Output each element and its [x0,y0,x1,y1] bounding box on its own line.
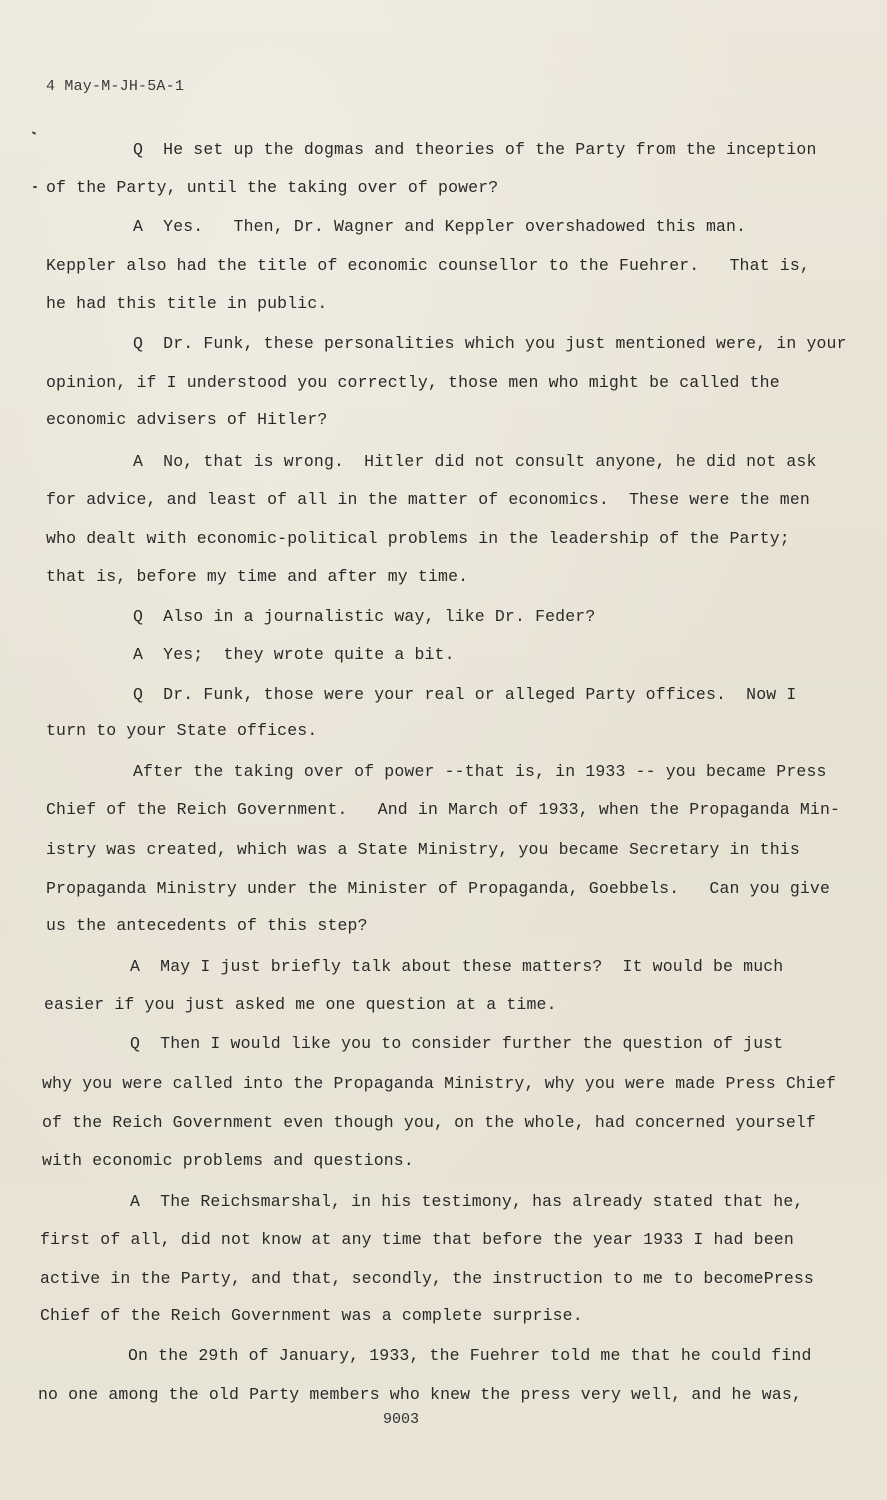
text-line: of the Reich Government even though you, on the whole, had concerned yourself [42,1113,816,1132]
text-line: with economic problems and questions. [42,1151,414,1170]
text-line: why you were called into the Propaganda Ministry, why you were made Press Chief [42,1074,837,1093]
text-line: A The Reichsmarshal, in his testimony, has already stated that he, [130,1192,804,1211]
text-line: turn to your State offices. [46,721,318,740]
text-line: Q Then I would like you to consider further the question of just [130,1034,784,1053]
text-line: active in the Party, and that, secondly, the instruction to me to becomePress [40,1269,814,1288]
text-line: A Yes; they wrote quite a bit. [133,645,455,664]
text-line: Chief of the Reich Government was a complete surprise. [40,1306,583,1325]
text-line: that is, before my time and after my time. [46,567,469,586]
text-line: first of all, did not know at any time that before the year 1933 I had been [40,1230,794,1249]
text-line: Chief of the Reich Government. And in March of 1933, when the Propaganda Min- [46,800,841,819]
text-line: for advice, and least of all in the matter of economics. These were the men [46,490,810,509]
text-line: who dealt with economic-political problems in the leadership of the Party; [46,529,790,548]
text-line: no one among the old Party members who knew the press very well, and he was, [38,1385,802,1404]
text-line: After the taking over of power --that is, in 1933 -- you became Press [133,762,827,781]
page-number: 9003 [383,1411,420,1428]
text-line: easier if you just asked me one question at a time. [44,995,557,1014]
text-line: A May I just briefly talk about these matters? It would be much [130,957,784,976]
text-line: economic advisers of Hitler? [46,410,328,429]
text-line: A Yes. Then, Dr. Wagner and Keppler overshadowed this man. [133,217,747,236]
margin-mark [32,131,36,135]
text-line: On the 29th of January, 1933, the Fuehrer told me that he could find [128,1346,812,1365]
text-line: Keppler also had the title of economic counsellor to the Fuehrer. That is, [46,256,810,275]
text-line: Q Dr. Funk, these personalities which you just mentioned were, in your [133,334,847,353]
text-line: A No, that is wrong. Hitler did not consult anyone, he did not ask [133,452,817,471]
text-line: Q He set up the dogmas and theories of the Party from the inception [133,140,817,159]
document-reference: 4 May-M-JH-5A-1 [46,78,185,95]
text-line: Q Dr. Funk, those were your real or alleged Party offices. Now I [133,685,797,704]
text-line: us the antecedents of this step? [46,916,368,935]
margin-mark [33,186,37,188]
text-line: Q Also in a journalistic way, like Dr. Feder? [133,607,596,626]
text-line: istry was created, which was a State Ministry, you became Secretary in this [46,840,800,859]
text-line: Propaganda Ministry under the Minister of Propaganda, Goebbels. Can you give [46,879,831,898]
text-line: opinion, if I understood you correctly, those men who might be called the [46,373,780,392]
text-line: of the Party, until the taking over of power? [46,178,499,197]
text-line: he had this title in public. [46,294,328,313]
